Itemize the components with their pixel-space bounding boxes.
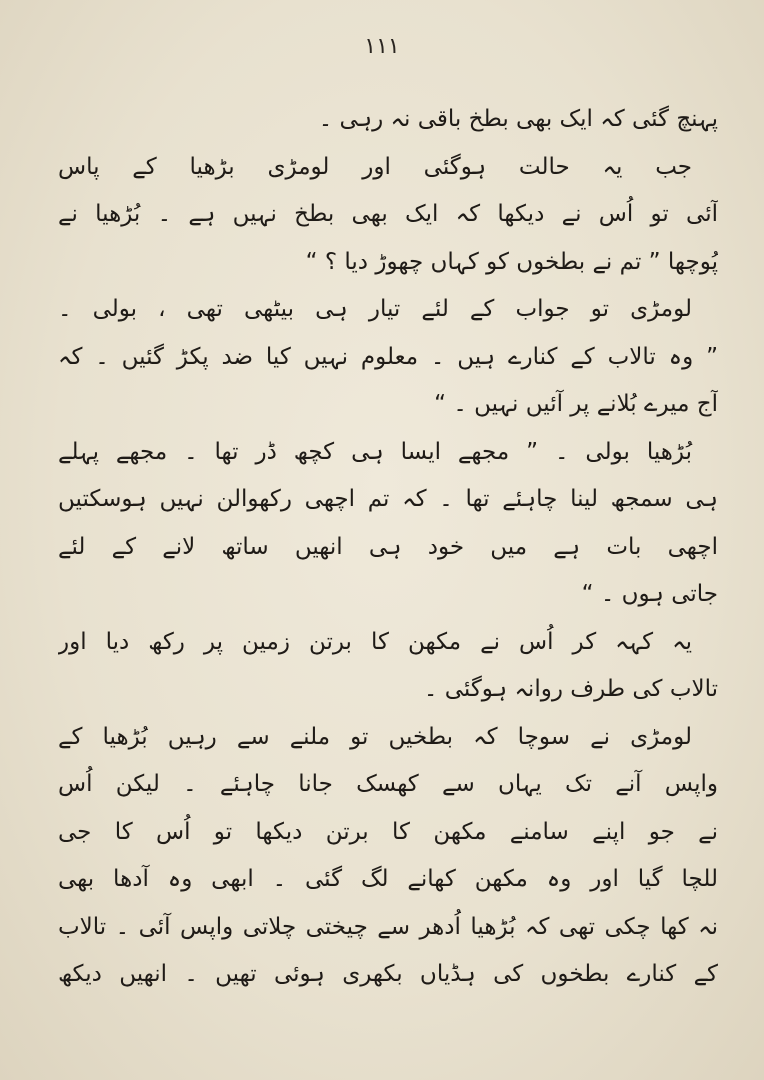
text-line: لومڑی تو جواب کے لئے تیار ہی بیٹھی تھی ، بولی ۔	[58, 296, 692, 322]
text-line: کے کنارے بطخوں کی ہڈیاں بکھری ہوئی تھیں ۔ انھیں دیکھ	[58, 961, 718, 987]
text-line: اچھی بات ہے میں خود ہی انھیں ساتھ لانے کے لئے	[58, 533, 718, 560]
text-line: آئی تو اُس نے دیکھا کہ ایک بھی بطخ نہیں ہے ۔ بُڑھیا نے	[58, 201, 718, 227]
text-line: للچا گیا اور وہ مکھن کھانے لگ گئی ۔ ابھی وہ آدھا بھی	[58, 866, 718, 892]
text-line: لومڑی نے سوچا کہ بطخیں تو ملنے سے رہیں بُڑھیا کے	[58, 723, 692, 750]
page-number: ١١١	[364, 34, 400, 59]
text-line: واپس آنے تک یہاں سے کھسک جانا چاہئے ۔ لیکن اُس	[58, 771, 718, 797]
text-line: ہی سمجھ لینا چاہئے تھا ۔ کہ تم اچھی رکھوالن نہیں ہوسکتیں	[58, 486, 718, 512]
page-text	[58, 96, 718, 999]
text-line: نے جو اپنے سامنے مکھن کا برتن دیکھا تو اُس کا جی	[58, 818, 718, 845]
text-line: تالاب کی طرف روانہ ہوگئی ۔	[423, 676, 718, 702]
text-line: بُڑھیا بولی ۔ ” مجھے ایسا ہی کچھ ڈر تھا ۔ مجھے پہلے	[58, 438, 692, 465]
text-line: جاتی ہوں ۔ “	[581, 581, 718, 607]
text-line: نہ کھا چکی تھی کہ بُڑھیا اُدھر سے چیختی چلاتی واپس آئی ۔ تالاب	[58, 913, 718, 940]
text-line: یہ کہہ کر اُس نے مکھن کا برتن زمین پر رکھ دیا اور	[58, 628, 692, 655]
text-line: پہنچ گئی کہ ایک بھی بطخ باقی نہ رہی ۔	[318, 106, 718, 132]
text-line: ” وہ تالاب کے کنارے ہیں ۔ معلوم نہیں کیا ضد پکڑ گئیں ۔ کہ	[58, 343, 718, 370]
text-line: پُوچھا ” تم نے بطخوں کو کہاں چھوڑ دیا ؟ “	[305, 248, 718, 275]
text-line: جب یہ حالت ہوگئی اور لومڑی بڑھیا کے پاس	[58, 153, 692, 180]
text-line: آج میرے بُلانے پر آئیں نہیں ۔ “	[434, 391, 718, 417]
